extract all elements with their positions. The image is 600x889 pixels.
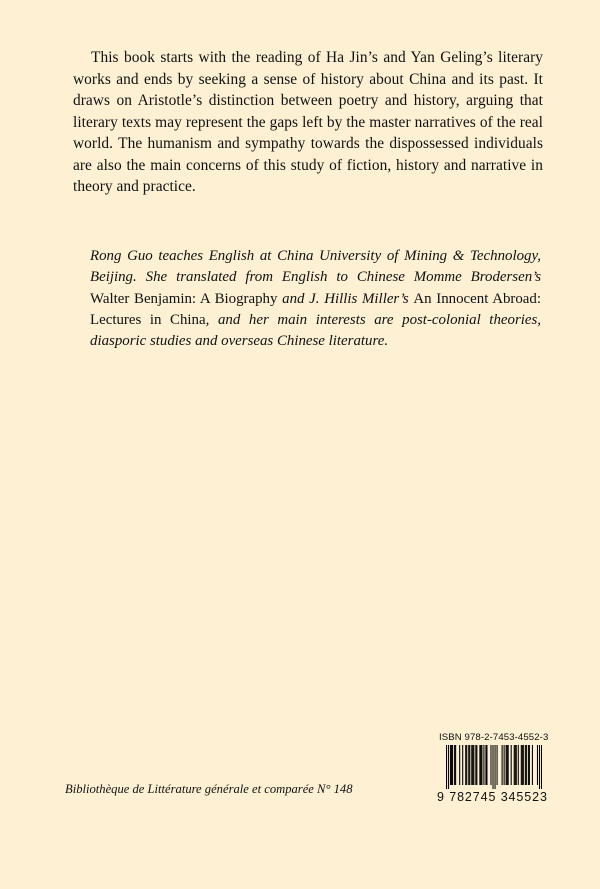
barcode-bar [455, 745, 456, 785]
barcode-bar [483, 745, 484, 785]
barcode-bar [492, 745, 493, 789]
barcode-bar [511, 745, 512, 785]
barcode-bar [529, 745, 530, 785]
barcode-bar [504, 745, 505, 785]
barcode-bar [452, 745, 453, 785]
barcode-bar [459, 745, 460, 785]
barcode-bar [466, 745, 467, 785]
barcode-bar [521, 745, 522, 785]
barcode-bar [502, 745, 503, 785]
barcode-bar [475, 745, 476, 785]
barcode-graphic [438, 745, 542, 789]
barcode-bar [481, 745, 482, 785]
book-title-innocent-abroad: An Innocent Abroad: Lectures in China [90, 290, 541, 328]
barcode-bar [537, 745, 538, 785]
barcode-bar [508, 745, 509, 785]
barcode-bar [476, 745, 477, 785]
barcode-bar [454, 745, 455, 785]
barcode-bar [473, 745, 474, 785]
barcode-bar [446, 745, 447, 789]
barcode-bar [518, 745, 519, 785]
barcode-bar [526, 745, 527, 785]
isbn-barcode-block [437, 732, 549, 806]
barcode-bar [516, 745, 517, 785]
barcode-bar [486, 745, 487, 785]
author-bio [90, 246, 541, 352]
ean-digits: 9 782745 345523 [437, 790, 548, 804]
barcode-bar [485, 745, 486, 785]
barcode-bar [528, 745, 529, 785]
barcode-bar [514, 745, 515, 785]
barcode-bar [495, 745, 496, 789]
barcode-bar [532, 745, 533, 785]
barcode-bar [490, 745, 491, 785]
barcode-bar [469, 745, 470, 785]
barcode-bar [541, 745, 542, 789]
author-bio-text-2: and J. Hillis Miller’s [277, 290, 414, 307]
barcode-bar [472, 745, 473, 785]
barcode-bar [451, 745, 452, 785]
barcode-bar [468, 745, 469, 785]
author-bio-text-3: , and her main interests are post-colonial theories, diasporic studies and overseas Chinese literature. [90, 311, 542, 350]
barcode-bar [450, 745, 451, 785]
barcode-bar [471, 745, 472, 785]
barcode-bar [539, 745, 540, 789]
barcode-bar [479, 745, 480, 785]
barcode-bar [515, 745, 516, 785]
book-summary: This book starts with the reading of Ha Jin’s and Yan Geling’s literary works and ends by seeking a sense of history about China and its past. It draws on Aristotle’s distinction between poetry and history, arguing that literary texts may represent the gaps left by the master narratives of the real world. The humanism and sympathy towards the dispossessed individuals are also the main concerns of this study of fiction, history and narrative in theory and practice. [73, 49, 543, 195]
barcode-bar [448, 745, 449, 789]
isbn-label: ISBN 978-2-7453-4552-3 [439, 732, 549, 743]
barcode-bar [465, 745, 466, 785]
barcode-bar [507, 745, 508, 785]
series-label: Bibliothèque de Littérature générale et comparée N° 148 [65, 782, 353, 796]
barcode-bar [497, 745, 498, 785]
barcode-bar [522, 745, 523, 785]
barcode-bar [525, 745, 526, 785]
barcode-bar [480, 745, 481, 785]
barcode-bar [523, 745, 524, 785]
barcode-bar [506, 745, 507, 785]
author-bio-text-1: Rong Guo teaches English at China University of Mining & Technology, Beijing. She translated from English to Chinese Momme Brodersen’s [90, 248, 541, 286]
book-title-walter-benjamin: Walter Benjamin: A Biography [90, 290, 278, 307]
barcode-bar [462, 745, 463, 785]
